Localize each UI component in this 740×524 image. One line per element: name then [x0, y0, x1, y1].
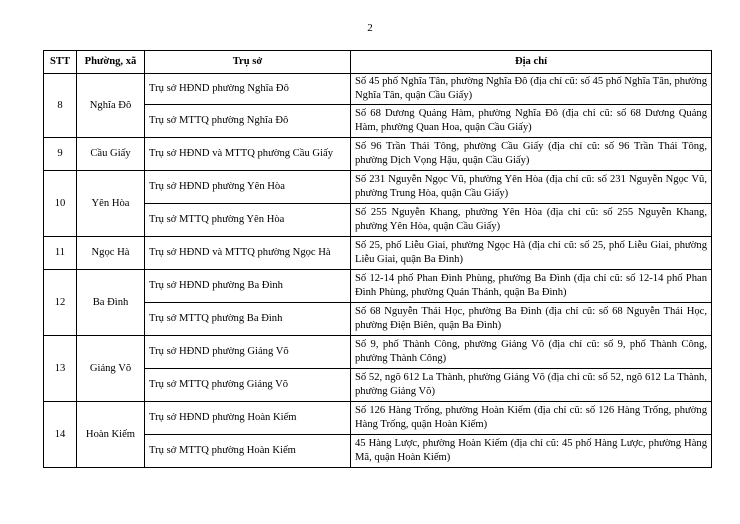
address-cell: 45 Hàng Lược, phường Hoàn Kiếm (địa chỉ cũ: 45 phố Hàng Lược, phường Hàng Mã, quận Hoàn Kiếm)	[351, 435, 712, 468]
ward-cell: Ngọc Hà	[77, 237, 145, 270]
address-cell: Số 231 Nguyễn Ngọc Vũ, phường Yên Hòa (địa chỉ cũ: số 231 Nguyễn Ngọc Vũ, phường Trung Hòa, quận Cầu Giấy)	[351, 171, 712, 204]
table-header-row	[44, 51, 712, 74]
ward-cell: Cầu Giấy	[77, 138, 145, 171]
address-cell: Số 52, ngõ 612 La Thành, phường Giảng Võ (địa chỉ cũ: số 52, ngõ 612 La Thành, phường Giảng Võ)	[351, 369, 712, 402]
office-cell: Trụ sở MTTQ phường Yên Hòa	[145, 204, 351, 237]
address-cell: Số 68 Nguyễn Thái Học, phường Ba Đình (địa chỉ cũ: số 68 Nguyễn Thái Học, phường Điện Biên, quận Ba Đình)	[351, 303, 712, 336]
table-row	[44, 105, 712, 138]
ward-cell: Yên Hòa	[77, 171, 145, 237]
header-stt: STT	[44, 51, 77, 74]
address-cell: Số 255 Nguyễn Khang, phường Yên Hòa (địa chỉ cũ: số 255 Nguyễn Khang, phường Yên Hòa, quận Cầu Giấy)	[351, 204, 712, 237]
table-row	[44, 74, 712, 105]
office-cell: Trụ sở HĐND và MTTQ phường Ngọc Hà	[145, 237, 351, 270]
office-cell: Trụ sở HĐND phường Ba Đình	[145, 270, 351, 303]
office-cell: Trụ sở MTTQ phường Hoàn Kiếm	[145, 435, 351, 468]
address-cell: Số 96 Trần Thái Tông, phường Cầu Giấy (địa chỉ cũ: số 96 Trần Thái Tông, phường Dịch Vọng Hậu, quận Cầu Giấy)	[351, 138, 712, 171]
header-ward: Phường, xã	[77, 51, 145, 74]
office-cell: Trụ sở HĐND và MTTQ phường Cầu Giấy	[145, 138, 351, 171]
table-row	[44, 204, 712, 237]
table-row	[44, 270, 712, 303]
address-cell: Số 126 Hàng Trống, phường Hoàn Kiếm (địa chỉ cũ: số 126 Hàng Trống, phường Hàng Trống, quận Hoàn Kiếm)	[351, 402, 712, 435]
stt-cell: 13	[44, 336, 77, 402]
office-cell: Trụ sở HĐND phường Nghĩa Đô	[145, 74, 351, 105]
table-row	[44, 237, 712, 270]
table-row	[44, 369, 712, 402]
stt-cell: 12	[44, 270, 77, 336]
office-cell: Trụ sở MTTQ phường Nghĩa Đô	[145, 105, 351, 138]
office-cell: Trụ sở MTTQ phường Giảng Võ	[145, 369, 351, 402]
address-cell: Số 45 phố Nghĩa Tân, phường Nghĩa Đô (địa chỉ cũ: số 45 phố Nghĩa Tân, phường Nghĩa Tân, quận Cầu Giấy)	[351, 74, 712, 105]
address-cell: Số 12-14 phố Phan Đình Phùng, phường Ba Đình (địa chỉ cũ: số 12-14 phố Phan Đình Phùng, phường Quán Thánh, quận Ba Đình)	[351, 270, 712, 303]
stt-cell: 11	[44, 237, 77, 270]
office-address-table	[43, 50, 712, 468]
table-row	[44, 171, 712, 204]
office-cell: Trụ sở HĐND phường Giảng Võ	[145, 336, 351, 369]
office-cell: Trụ sở MTTQ phường Ba Đình	[145, 303, 351, 336]
page-number: 2	[367, 22, 373, 34]
header-office: Trụ sở	[145, 51, 351, 74]
ward-cell: Ba Đình	[77, 270, 145, 336]
header-address: Địa chỉ	[351, 51, 712, 74]
stt-cell: 9	[44, 138, 77, 171]
address-cell: Số 9, phố Thành Công, phường Giảng Võ (địa chỉ cũ: số 9, phố Thành Công, phường Thành Công)	[351, 336, 712, 369]
stt-cell: 8	[44, 74, 77, 138]
office-cell: Trụ sở HĐND phường Hoàn Kiếm	[145, 402, 351, 435]
table-row	[44, 138, 712, 171]
stt-cell: 10	[44, 171, 77, 237]
table-row	[44, 303, 712, 336]
address-cell: Số 68 Dương Quảng Hàm, phường Nghĩa Đô (địa chỉ cũ: số 68 Dương Quảng Hàm, phường Quan Hoa, quận Cầu Giấy)	[351, 105, 712, 138]
stt-cell: 14	[44, 402, 77, 468]
table-row	[44, 435, 712, 468]
ward-cell: Giảng Võ	[77, 336, 145, 402]
table-row	[44, 336, 712, 369]
ward-cell: Hoàn Kiếm	[77, 402, 145, 468]
office-cell: Trụ sở HĐND phường Yên Hòa	[145, 171, 351, 204]
address-cell: Số 25, phố Liễu Giai, phường Ngọc Hà (địa chỉ cũ: số 25, phố Liễu Giai, phường Liễu Giai, quận Ba Đình)	[351, 237, 712, 270]
ward-cell: Nghĩa Đô	[77, 74, 145, 138]
table-row	[44, 402, 712, 435]
